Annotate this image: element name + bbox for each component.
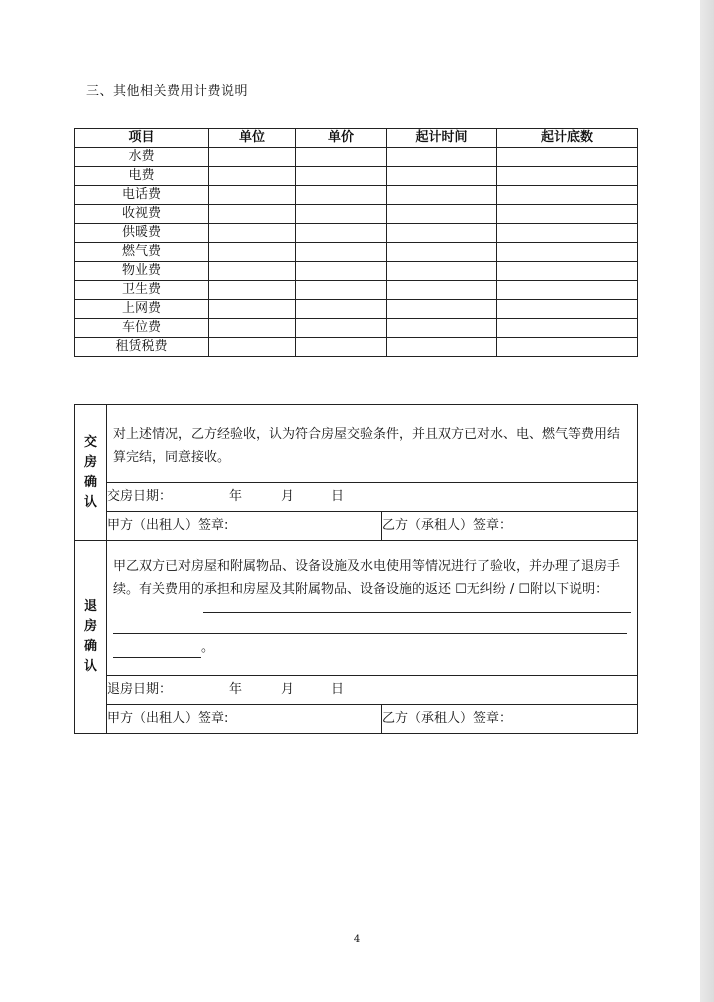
table-row — [75, 205, 638, 224]
move-in-party-a-sign[interactable]: 甲方（出租人）签章: — [107, 512, 382, 541]
move-out-day: 日 — [331, 682, 345, 697]
start-time-cell[interactable] — [387, 167, 497, 186]
move-in-label-char: 房 — [83, 454, 97, 470]
unit-cell[interactable] — [209, 205, 296, 224]
start-time-cell[interactable] — [387, 148, 497, 167]
fee-table-header-row — [75, 129, 638, 148]
move-out-party-a-sign[interactable]: 甲方（出租人）签章: — [107, 705, 382, 734]
page-edge — [700, 0, 714, 1002]
unit-cell[interactable] — [209, 319, 296, 338]
table-row — [75, 224, 638, 243]
start-reading-cell[interactable] — [497, 300, 638, 319]
price-cell[interactable] — [296, 148, 387, 167]
fee-item: 燃气费 — [75, 243, 209, 262]
move-in-party-b-sign[interactable]: 乙方（承租人）签章： — [382, 512, 638, 541]
move-out-date-row — [107, 676, 638, 705]
fee-item: 供暖费 — [75, 224, 209, 243]
move-in-label — [75, 405, 107, 541]
price-cell[interactable] — [296, 319, 387, 338]
move-in-label-char: 交 — [83, 434, 97, 450]
header-item: 项目 — [75, 129, 209, 148]
move-in-label-char: 确 — [83, 474, 97, 490]
fee-item: 车位费 — [75, 319, 209, 338]
start-reading-cell[interactable] — [497, 319, 638, 338]
table-row — [75, 148, 638, 167]
move-in-date-label: 交房日期： — [107, 489, 173, 504]
move-in-statement-cell — [107, 405, 638, 483]
price-cell[interactable] — [296, 186, 387, 205]
page-number: 4 — [353, 934, 361, 945]
start-time-cell[interactable] — [387, 262, 497, 281]
header-price: 单价 — [296, 129, 387, 148]
price-cell[interactable] — [296, 262, 387, 281]
start-reading-cell[interactable] — [497, 224, 638, 243]
fee-table — [74, 128, 638, 357]
table-row — [75, 300, 638, 319]
move-out-label-char: 房 — [83, 619, 97, 634]
start-reading-cell[interactable] — [497, 148, 638, 167]
unit-cell[interactable] — [209, 243, 296, 262]
move-out-label — [75, 541, 107, 734]
start-reading-cell[interactable] — [497, 262, 638, 281]
move-in-day: 日 — [331, 489, 345, 504]
move-out-date-label: 退房日期： — [107, 682, 173, 697]
move-out-end-mark: 。 — [201, 640, 215, 655]
fee-item: 上网费 — [75, 300, 209, 319]
unit-cell[interactable] — [209, 186, 296, 205]
start-time-cell[interactable] — [387, 205, 497, 224]
confirmation-table — [74, 404, 638, 734]
move-out-year: 年 — [229, 682, 243, 697]
header-start-time: 起计时间 — [387, 129, 497, 148]
fee-item: 物业费 — [75, 262, 209, 281]
fee-item: 租赁税费 — [75, 338, 209, 357]
start-time-cell[interactable] — [387, 338, 497, 357]
move-out-statement-text: 甲乙双方已对房屋和附属物品、设备设施及水电使用等情况进行了验收，并办理了退房手续。有关费用的承担和房屋及其附属物品、设备设施的返还 ☐无纠纷 / ☐附以下说明： — [113, 559, 621, 597]
price-cell[interactable] — [296, 243, 387, 262]
table-row — [75, 338, 638, 357]
unit-cell[interactable] — [209, 281, 296, 300]
fee-item: 水费 — [75, 148, 209, 167]
start-time-cell[interactable] — [387, 243, 497, 262]
table-row — [75, 319, 638, 338]
table-row — [75, 262, 638, 281]
move-out-party-b-sign[interactable]: 乙方（承租人）签章： — [382, 705, 638, 734]
unit-cell[interactable] — [209, 224, 296, 243]
unit-cell[interactable] — [209, 338, 296, 357]
unit-cell[interactable] — [209, 148, 296, 167]
table-row — [75, 186, 638, 205]
start-reading-cell[interactable] — [497, 281, 638, 300]
fee-item: 电费 — [75, 167, 209, 186]
start-time-cell[interactable] — [387, 186, 497, 205]
section-title: 三、其他相关费用计费说明 — [86, 84, 249, 99]
price-cell[interactable] — [296, 300, 387, 319]
start-reading-cell[interactable] — [497, 205, 638, 224]
start-time-cell[interactable] — [387, 224, 497, 243]
fee-item: 收视费 — [75, 205, 209, 224]
start-reading-cell[interactable] — [497, 338, 638, 357]
start-reading-cell[interactable] — [497, 243, 638, 262]
price-cell[interactable] — [296, 167, 387, 186]
move-in-date-row — [107, 483, 638, 512]
fee-item: 卫生费 — [75, 281, 209, 300]
start-time-cell[interactable] — [387, 281, 497, 300]
move-in-statement: 对上述情况，乙方经验收，认为符合房屋交验条件，并且双方已对水、电、燃气等费用结算完结，同意接收。 — [113, 427, 621, 465]
price-cell[interactable] — [296, 205, 387, 224]
table-row — [75, 243, 638, 262]
remarks-line-3[interactable] — [113, 643, 201, 658]
price-cell[interactable] — [296, 338, 387, 357]
table-row — [75, 167, 638, 186]
header-unit: 单位 — [209, 129, 296, 148]
move-out-label-char: 认 — [83, 659, 97, 674]
header-start-reading: 起计底数 — [497, 129, 638, 148]
move-out-month: 月 — [281, 682, 295, 697]
start-time-cell[interactable] — [387, 319, 497, 338]
start-reading-cell[interactable] — [497, 167, 638, 186]
move-out-label-char: 确 — [83, 639, 97, 654]
remarks-line-2[interactable] — [113, 619, 627, 634]
fee-item: 电话费 — [75, 186, 209, 205]
start-time-cell[interactable] — [387, 300, 497, 319]
move-in-label-char: 认 — [83, 494, 97, 510]
move-out-statement — [107, 541, 637, 601]
unit-cell[interactable] — [209, 262, 296, 281]
price-cell[interactable] — [296, 281, 387, 300]
move-in-month: 月 — [281, 489, 295, 504]
move-in-year: 年 — [229, 489, 243, 504]
move-out-statement-cell — [107, 541, 638, 676]
table-row — [75, 281, 638, 300]
start-reading-cell[interactable] — [497, 186, 638, 205]
move-out-label-char: 退 — [83, 599, 97, 614]
remarks-line-3-wrap — [113, 638, 214, 658]
unit-cell[interactable] — [209, 167, 296, 186]
unit-cell[interactable] — [209, 300, 296, 319]
price-cell[interactable] — [296, 224, 387, 243]
